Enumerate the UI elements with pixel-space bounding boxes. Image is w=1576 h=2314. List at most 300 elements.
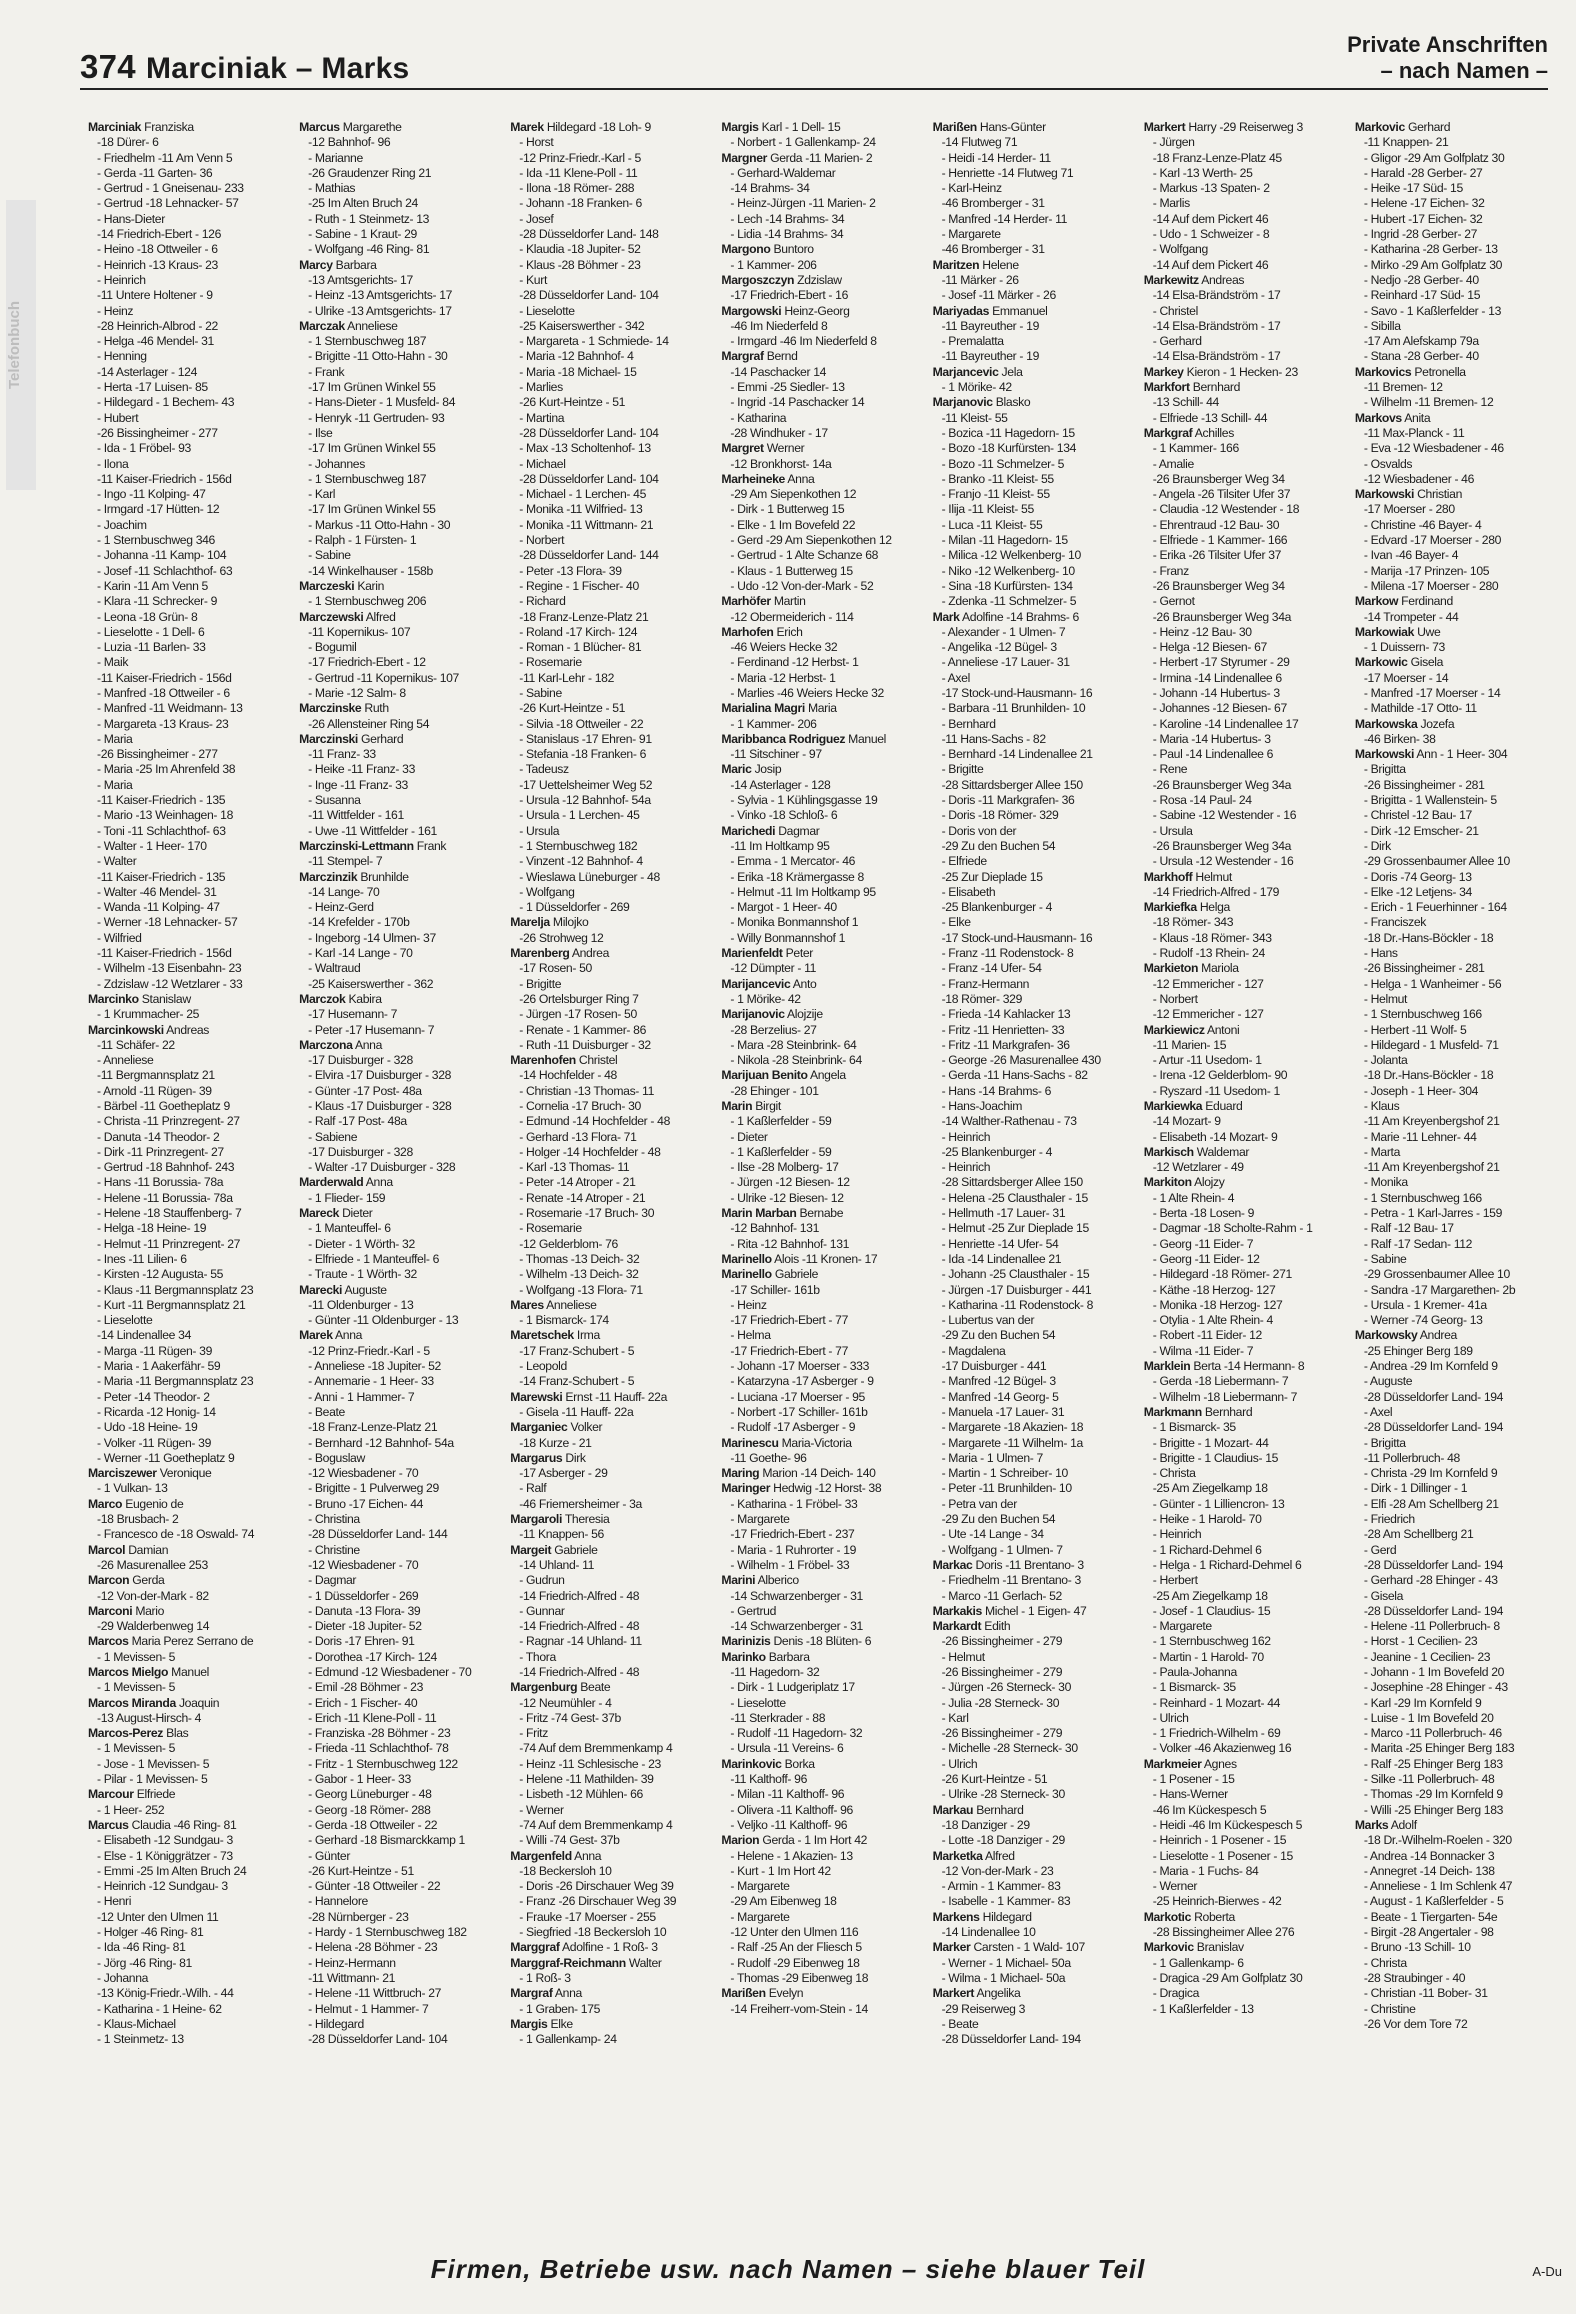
listing-entry [510,1283,713,1298]
surname: Maribbanca Rodriguez [721,731,846,746]
entry-text: - Savo - 1 Kaßlerfelder - 13 [1363,303,1502,318]
surname: Marin Marban [721,1206,797,1221]
listing-entry [721,1053,924,1068]
listing-entry [299,1573,502,1588]
listing-entry [88,288,291,303]
entry-text: -14 Auf dem Pickert 46 [1152,211,1269,226]
listing-entry [88,411,291,426]
listing-entry [88,1925,291,1940]
listing-entry [933,1390,1136,1405]
listing-entry [721,900,924,915]
listing-entry [299,151,502,166]
entry-text: - Hubert [97,410,139,425]
entry-text: - Anneliese -18 Jupiter- 52 [308,1359,441,1374]
listing-entry [88,1298,291,1313]
entry-text: - Manfred -18 Ottweiler - 6 [97,685,230,700]
listing-entry [88,854,291,869]
entry-text: - 1 Gallenkamp- 24 [519,2032,617,2047]
surname: Marczinski [299,731,358,746]
listing-entry [1144,258,1347,273]
entry-text: -17 Friedrich-Ebert - 12 [308,655,426,670]
entry-text: - Bruno -17 Eichen- 44 [308,1496,424,1511]
entry-text: - Rudolf -29 Eibenweg 18 [730,1955,860,1970]
entry-text: - Dirk - 1 Ludgeriplatz 17 [730,1680,855,1695]
listing-entry [1144,1053,1347,1068]
listing-entry [1144,808,1347,823]
entry-text: - Francesco de -18 Oswald- 74 [97,1527,255,1542]
entry-text: - Rudolf -11 Hagedorn- 32 [730,1726,863,1741]
entry-text: - Beate [941,2016,979,2031]
entry-text: - Maria [97,731,133,746]
entry-text: - Christel -12 Bau- 17 [1363,808,1472,823]
surname: Markmann [1143,1404,1202,1419]
entry-text: - Christa -11 Prinzregent- 27 [97,1114,240,1129]
entry-text: - Marija -17 Prinzen- 105 [1363,563,1490,578]
listing-entry [299,610,502,625]
listing-entry [721,533,924,548]
entry-text: - Nikola -28 Steinbrink- 64 [730,1053,862,1068]
listing-entry [933,258,1136,273]
listing-entry [299,1145,502,1160]
entry-text: Eduard [1205,1099,1243,1113]
listing-entry [1355,1160,1558,1175]
entry-text: - Franz [1152,563,1189,578]
listing-entry [721,457,924,472]
listing-entry [933,564,1136,579]
entry-text: Buntoro [773,242,814,257]
surname: Markiewicz [1143,1022,1205,1037]
entry-text: - Hardy - 1 Sternbuschweg 182 [308,1925,467,1940]
listing-entry [88,717,291,732]
entry-text: Andreas [166,1022,210,1037]
entry-text: - Premalatta [941,334,1004,349]
surname: Markow [1354,594,1399,609]
listing-column [721,120,924,2240]
listing-entry [1144,885,1347,900]
entry-text: - Norbert - 1 Gallenkamp- 24 [730,135,876,150]
listing-entry [933,701,1136,716]
listing-entry [933,548,1136,563]
listing-entry [88,2032,291,2047]
surname: Marialina Magri [721,701,805,716]
entry-text: - Helene -17 Eichen- 32 [1363,196,1485,211]
surname: Marklein [1143,1359,1191,1374]
listing-entry [510,166,713,181]
entry-text: -11 Sterkrader - 88 [730,1710,826,1725]
listing-entry [299,564,502,579]
listing-entry [299,1191,502,1206]
listing-entry [510,1313,713,1328]
listing-entry [299,824,502,839]
entry-text: - Bernhard -14 Lindenallee 21 [941,747,1093,762]
entry-text: -28 Bissingheimer Allee 276 [1152,1925,1295,1940]
listing-entry [933,824,1136,839]
listing-entry [721,594,924,609]
listing-entry [88,349,291,364]
entry-text: Barbara [335,257,377,272]
surname: Margaroli [510,1512,562,1527]
listing-entry [933,1634,1136,1649]
entry-text: - Gisela -11 Hauff- 22a [519,1404,634,1419]
surname: Marinkovic [721,1756,782,1771]
entry-text: Gabriele [774,1267,819,1282]
entry-text: - Katharina - 1 Heine- 62 [97,2001,222,2016]
entry-text: - Wilfried [97,930,142,945]
entry-text: -17 Im Grünen Winkel 55 [308,441,436,456]
listing-column [88,120,291,2240]
entry-text: - Gerda -11 Hans-Sachs - 82 [941,1068,1088,1083]
listing-entry [1355,548,1558,563]
entry-text: -28 Berzelius- 27 [730,1022,817,1037]
listing-entry [1355,1558,1558,1573]
entry-text: - Karin -11 Am Venn 5 [97,578,208,593]
listing-entry [88,655,291,670]
listing-entry [510,1405,713,1420]
entry-text: - Maria - 1 Ruhrorter - 19 [730,1542,857,1557]
listing-entry [721,1741,924,1756]
listing-entry [1144,395,1347,410]
listing-entry [510,717,713,732]
entry-text: - Elke [941,915,971,930]
listing-entry [1355,1741,1558,1756]
entry-text: Blas [166,1726,189,1741]
entry-text: - Ehrentraud -12 Bau- 30 [1152,517,1280,532]
entry-text: - Wilhelm -11 Bremen- 12 [1363,395,1494,410]
listing-entry [1144,1420,1347,1435]
listing-entry [1144,1879,1347,1894]
listing-entry [721,472,924,487]
entry-text: Birgit [755,1099,781,1113]
entry-text: - Brigitte - 1 Claudius- 15 [1152,1450,1279,1465]
listing-entry [299,1604,502,1619]
listing-entry [933,365,1136,380]
listing-entry [299,1068,502,1083]
listing-entry [1355,594,1558,609]
entry-text: Peter [785,946,814,961]
entry-text: - Emma - 1 Mercator- 46 [730,854,856,869]
entry-text: -17 Friedrich-Ebert - 16 [730,288,849,303]
listing-entry [1144,242,1347,257]
entry-text: - Gerhard -18 Bismarckkamp 1 [308,1833,465,1848]
listing-columns [88,120,1558,2240]
entry-text: - Helma [730,1328,771,1343]
listing-entry [1144,594,1347,609]
entry-text: -28 Düsseldorfer Land- 194 [941,2032,1081,2047]
listing-entry [1144,166,1347,181]
entry-text: - 1 Düsseldorfer - 269 [519,900,630,915]
entry-text: - Herbert -11 Wolf- 5 [1363,1022,1467,1037]
surname: Margret [721,441,764,456]
entry-text: - Gertrud -18 Bahnhof- 243 [97,1160,235,1175]
entry-text: - Dragica -29 Am Golfplatz 30 [1152,1970,1303,1985]
listing-entry [510,579,713,594]
listing-entry [721,824,924,839]
entry-text: - Hans-Dieter [97,211,165,226]
entry-text: - Gerhard -13 Flora- 71 [519,1129,637,1144]
entry-text: -11 Hans-Sachs - 82 [941,731,1046,746]
entry-text: - 1 Krummacher- 25 [97,1007,200,1022]
listing-entry [721,518,924,533]
listing-entry [299,533,502,548]
entry-text: - Joseph - 1 Heer- 304 [1363,1083,1479,1098]
listing-entry [721,1221,924,1236]
listing-entry [510,1956,713,1971]
entry-text: -26 Bissingheimer - 277 [97,747,218,762]
listing-entry [933,1604,1136,1619]
entry-text: - Eva -12 Wiesbadener - 46 [1363,441,1504,456]
listing-entry [1355,1910,1558,1925]
entry-text: - Horst [519,135,554,150]
entry-text: -12 Bronkhorst- 14a [730,456,832,471]
listing-entry [933,502,1136,517]
listing-entry [510,655,713,670]
listing-entry [1144,1604,1347,1619]
entry-text: - Elfriede - 1 Kammer- 166 [1152,533,1288,548]
entry-text: -25 Heinrich-Bierwes - 42 [1152,1894,1282,1909]
section-title-line1: Private Anschriften [1347,32,1548,57]
entry-text: Hans-Günter [979,120,1046,134]
listing-entry [933,334,1136,349]
entry-text: - 1 Kammer- 166 [1152,441,1239,456]
listing-entry [299,808,502,823]
listing-entry [933,1956,1136,1971]
entry-text: - Gerd [1363,1542,1397,1557]
entry-text: Martin [773,594,806,609]
listing-entry [88,1283,291,1298]
surname: Markhoff [1143,869,1193,884]
entry-text: - Elisabeth -12 Sundgau- 3 [97,1833,233,1848]
listing-entry [1355,151,1558,166]
listing-entry [299,1650,502,1665]
entry-text: Anna [365,1175,393,1190]
surname: Markowski [1354,747,1415,762]
surname: Markieton [1143,961,1199,976]
listing-entry [88,1267,291,1282]
listing-entry [1355,1604,1558,1619]
listing-entry [1355,334,1558,349]
listing-entry [88,518,291,533]
entry-text: Anto [792,976,817,991]
listing-entry [933,686,1136,701]
listing-entry [1144,1145,1347,1160]
entry-text: - Sina -18 Kurfürsten- 134 [941,578,1073,593]
listing-entry [88,747,291,762]
entry-text: - Walter -46 Mendel- 31 [97,884,217,899]
entry-text: -14 Friedrich-Alfred - 48 [519,1588,640,1603]
listing-entry [933,762,1136,777]
listing-entry [1144,288,1347,303]
entry-text: Heinz-Georg [784,303,850,318]
surname: Marczeski [299,578,355,593]
surname: Marelja [510,915,550,930]
listing-entry [299,1497,502,1512]
listing-entry [1355,1313,1558,1328]
surname: Marczok [299,991,346,1006]
listing-entry [933,1711,1136,1726]
listing-entry [299,671,502,686]
listing-entry [1355,1772,1558,1787]
entry-text: - Fritz - 1 Sternbuschweg 122 [308,1756,458,1771]
listing-entry [1144,1130,1347,1145]
listing-entry [88,1512,291,1527]
entry-text: - Ida -14 Lindenallee 21 [941,1251,1062,1266]
entry-text: Karl - 1 Dell- 15 [761,120,841,134]
entry-text: -14 Brahms- 34 [730,181,810,196]
surname: Marinescu [721,1435,779,1450]
side-tab: Telefonbuch [6,200,36,490]
listing-entry [721,548,924,563]
listing-entry [1355,533,1558,548]
listing-entry [933,1038,1136,1053]
listing-entry [1144,1573,1347,1588]
entry-text: - Anneliese [97,1053,154,1068]
entry-text: Michel - 1 Eigen- 47 [984,1603,1087,1618]
listing-entry [88,1864,291,1879]
listing-entry [88,502,291,517]
entry-text: - Boguslaw [308,1450,365,1465]
entry-text: - Marco -11 Pollerbruch- 46 [1363,1726,1502,1741]
entry-text: -28 Düsseldorfer Land- 104 [308,2032,448,2047]
listing-entry [721,610,924,625]
surname: Markowic [1354,655,1408,670]
entry-text: - Thora [519,1649,556,1664]
entry-text: - Mara -28 Steinbrink- 64 [730,1037,857,1052]
surname: Marjanovic [932,395,993,410]
listing-entry [1355,1007,1558,1022]
listing-entry [299,1252,502,1267]
listing-entry [299,365,502,380]
listing-entry [1355,395,1558,410]
listing-entry [721,304,924,319]
entry-text: - 1 Sternbuschweg 182 [519,838,638,853]
listing-entry [933,1191,1136,1206]
entry-text: Gerda - 1 Im Hort 42 [762,1833,868,1848]
listing-entry [88,1451,291,1466]
listing-entry [1144,701,1347,716]
entry-text: - Bozica -11 Hagedorn- 15 [941,425,1075,440]
listing-entry [299,625,502,640]
listing-entry [1144,518,1347,533]
entry-text: - Klaudia -18 Jupiter- 52 [519,242,641,257]
listing-entry [88,1481,291,1496]
listing-entry [88,931,291,946]
listing-entry [1355,1405,1558,1420]
entry-text: -28 Nürnberger - 23 [308,1909,409,1924]
listing-entry [1144,1451,1347,1466]
listing-entry [1144,273,1347,288]
listing-entry [1144,1160,1347,1175]
listing-entry [933,1053,1136,1068]
entry-text: - Christina [308,1512,360,1527]
surname: Marek [299,1328,333,1343]
entry-text: Branislav [1196,1940,1244,1955]
listing-entry [933,1558,1136,1573]
entry-text: Gerda -11 Marien- 2 [770,150,873,165]
listing-entry [1144,1267,1347,1282]
page-header [0,0,1576,92]
entry-text: -26 Graudenzer Ring 21 [308,165,432,180]
entry-text: - Gerhard [1152,334,1202,349]
listing-entry [88,1726,291,1741]
entry-text: - Irena -12 Gelderblom- 90 [1152,1068,1288,1083]
listing-entry [510,212,713,227]
listing-entry [1144,1390,1347,1405]
entry-text: - Gisela [1363,1588,1404,1603]
entry-text: - Irmgard -17 Hütten- 12 [97,502,220,517]
listing-entry [721,1696,924,1711]
listing-entry [299,1390,502,1405]
listing-entry [721,380,924,395]
entry-text: -26 Braunsberger Weg 34a [1152,777,1292,792]
entry-text: - Werner [519,1802,564,1817]
listing-entry [721,870,924,885]
entry-text: -11 Bergmannsplatz 21 [97,1068,215,1083]
listing-entry [510,365,713,380]
entry-text: - Zdenka -11 Schmelzer- 5 [941,594,1077,609]
listing-entry [510,1206,713,1221]
listing-entry [721,1099,924,1114]
listing-entry [299,2032,502,2047]
listing-entry [510,1237,713,1252]
entry-text: - Volker -11 Rügen- 39 [97,1435,212,1450]
listing-entry [510,594,713,609]
entry-text: -26 Masurenallee 253 [97,1557,208,1572]
listing-entry [933,946,1136,961]
listing-entry [1144,533,1347,548]
listing-entry [933,1160,1136,1175]
listing-entry [299,1879,502,1894]
surname: Markowiak [1354,624,1415,639]
listing-entry [510,1558,713,1573]
entry-text: Alfred [365,609,396,624]
listing-entry [1355,1757,1558,1772]
listing-entry [721,671,924,686]
entry-text: Gerhard [361,731,404,746]
surname: Marion [721,1833,760,1848]
entry-text: - Vinzent -12 Bahnhof- 4 [519,854,643,869]
listing-entry [933,1130,1136,1145]
entry-text: - Bernhard [941,716,996,731]
listing-entry [933,1023,1136,1038]
listing-entry [1144,319,1347,334]
listing-entry [1144,1099,1347,1114]
listing-entry [1355,1650,1558,1665]
listing-entry [88,1833,291,1848]
entry-text: - Sibilla [1363,318,1401,333]
entry-text: Frank [416,838,447,853]
surname: Marcus [88,1817,129,1832]
listing-entry [933,1726,1136,1741]
surname: Marjancevic [932,364,999,379]
listing-entry [88,334,291,349]
listing-entry [933,1833,1136,1848]
surname: Marcos [88,1634,129,1649]
entry-text: Ann - 1 Heer- 304 [1416,747,1508,762]
entry-text: - Monika -11 Wittmann- 21 [519,517,654,532]
entry-text: - Ida -46 Ring- 81 [97,1940,186,1955]
listing-entry [299,1221,502,1236]
entry-text: - Helga -46 Mendel- 31 [97,334,214,349]
listing-entry [510,441,713,456]
listing-entry [721,579,924,594]
entry-text: - Werner [1152,1879,1198,1894]
entry-text: Bernd [766,349,798,364]
listing-entry [721,1252,924,1267]
entry-text: -14 Asterlager - 124 [97,364,198,379]
entry-text: Veronique [159,1466,212,1481]
listing-entry [721,1604,924,1619]
entry-text: - Heinrich - 1 Posener - 15 [1152,1833,1287,1848]
